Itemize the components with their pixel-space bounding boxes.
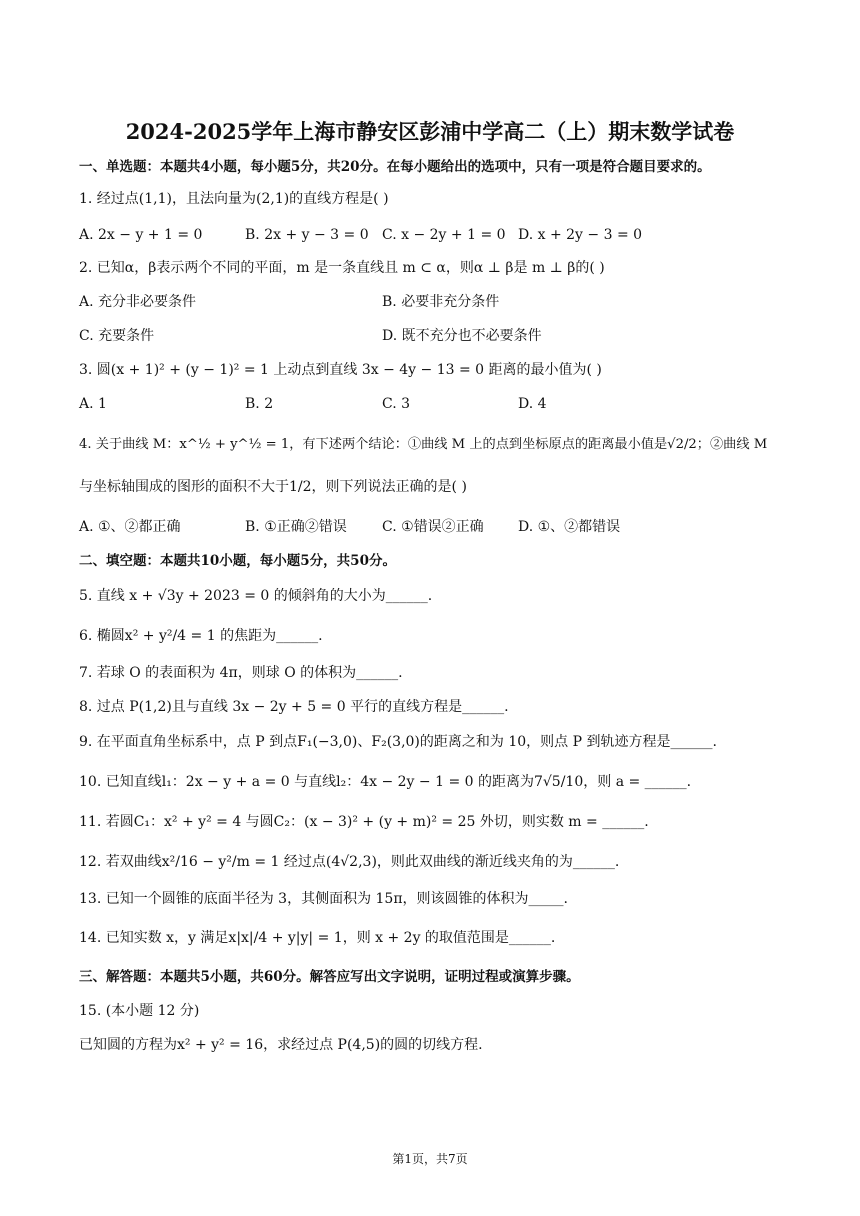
question-1-stem: 1. 经过点(1,1)，且法向量为(2,1)的直线方程是( ) [79,191,389,207]
question-10: 10. 已知直线l₁：2x − y + a = 0 与直线l₂：4x − 2y − 1 = 0 的距离为7√5/10，则 a = ______. [79,774,692,790]
question-2-option-b: B. 必要非充分条件 [382,294,500,310]
question-4-option-d: D. ①、②都错误 [518,519,621,535]
question-3-option-d: D. 4 [518,396,547,412]
question-2-option-a: A. 充分非必要条件 [79,294,197,310]
question-1-option-d: D. x + 2y − 3 = 0 [518,227,643,243]
question-1-option-b: B. 2x + y − 3 = 0 [245,227,369,243]
question-9: 9. 在平面直角坐标系中，点 P 到点F₁(−3,0)、F₂(3,0)的距离之和为 10，则点 P 到轨迹方程是______. [79,734,717,750]
question-1-option-c: C. x − 2y + 1 = 0 [382,227,506,243]
page-footer: 第1页，共7页 [392,1152,468,1166]
question-15-heading: 15. (本小题 12 分) [79,1003,200,1019]
section-heading-fill-in: 二、填空题：本题共10小题，每小题5分，共50分。 [79,553,396,569]
question-13: 13. 已知一个圆锥的底面半径为 3，其侧面积为 15π，则该圆锥的体积为_____. [79,891,568,907]
section-heading-answer: 三、解答题：本题共5小题，共60分。解答应写出文字说明，证明过程或演算步骤。 [79,969,580,985]
question-3-option-a: A. 1 [79,396,107,412]
question-12: 12. 若双曲线x²/16 − y²/m = 1 经过点(4√2,3)，则此双曲线的渐近线夹角的为______. [79,854,620,870]
question-5: 5. 直线 x + √3y + 2023 = 0 的倾斜角的大小为______. [79,588,433,604]
page-title: 2024-2025学年上海市静安区彭浦中学高二（上）期末数学试卷 [125,119,735,144]
question-2-stem: 2. 已知α，β表示两个不同的平面，m 是一条直线且 m ⊂ α，则α ⊥ β是 m ⊥ β的( ) [79,260,605,276]
section-heading-single-choice: 一、单选题：本题共4小题，每小题5分，共20分。在每小题给出的选项中，只有一项是符合题目要求的。 [79,159,711,175]
question-3-option-c: C. 3 [382,396,411,412]
question-3-stem: 3. 圆(x + 1)² + (y − 1)² = 1 上动点到直线 3x − 4y − 13 = 0 距离的最小值为( ) [79,362,602,378]
question-4-option-a: A. ①、②都正确 [79,519,181,535]
question-14: 14. 已知实数 x，y 满足x|x|/4 + y|y| = 1，则 x + 2y 的取值范围是______. [79,930,556,946]
question-15-body: 已知圆的方程为x² + y² = 16，求经过点 P(4,5)的圆的切线方程. [79,1037,483,1053]
question-8: 8. 过点 P(1,2)且与直线 3x − 2y + 5 = 0 平行的直线方程是______. [79,699,509,715]
question-3-option-b: B. 2 [245,396,274,412]
question-7: 7. 若球 O 的表面积为 4π，则球 O 的体积为______. [79,665,403,681]
question-4-option-c: C. ①错误②正确 [382,519,484,535]
question-2-option-c: C. 充要条件 [79,328,155,344]
question-1-option-a: A. 2x − y + 1 = 0 [79,227,203,243]
question-11: 11. 若圆C₁：x² + y² = 4 与圆C₂：(x − 3)² + (y + m)² = 25 外切，则实数 m = ______. [79,814,649,830]
question-4-option-b: B. ①正确②错误 [245,519,347,535]
question-4-stem-line-2: 与坐标轴围成的图形的面积不大于1/2，则下列说法正确的是( ) [79,479,467,495]
question-2-option-d: D. 既不充分也不必要条件 [382,328,542,344]
question-6: 6. 椭圆x² + y²/4 = 1 的焦距为______. [79,628,323,644]
question-4-stem-line-1: 4. 关于曲线 M：x^½ + y^½ = 1，有下述两个结论：①曲线 M 上的点到坐标原点的距离最小值是√2/2；②曲线 M [79,437,768,452]
